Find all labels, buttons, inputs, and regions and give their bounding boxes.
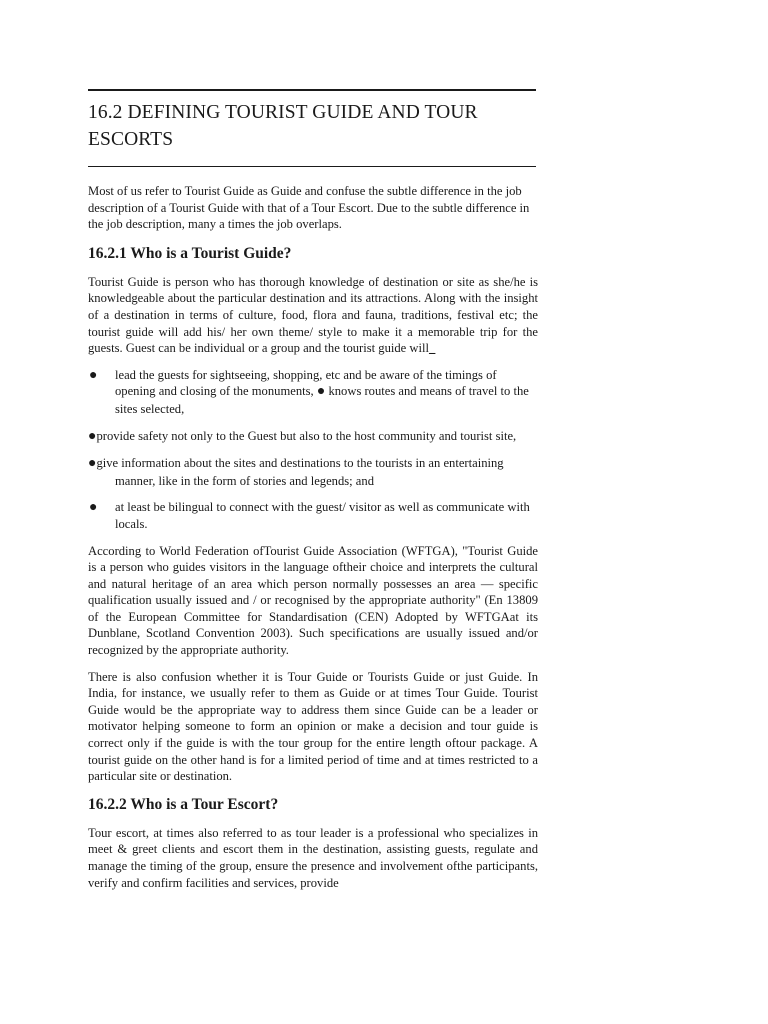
bullet-icon: ● xyxy=(88,428,97,444)
tourist-guide-definition xyxy=(88,274,538,357)
bullet-icon: ● xyxy=(89,500,98,516)
wftga-definition-paragraph: According to World Federation ofTourist Guide Association (WFTGA), "Tourist Guide is a person who guides visitors in the language oftheir choice and interprets the cultural and natural heritage of an area which person normally possesses an area — specific qualification usually issued and / or recognised by the appropriate authority" (En 13809 of the European Committee for Standardisation (CEN) Adopted by WFTGAat its Dunblane, Scotland Convention 2003). Such specifications are usually issued and/or recognized by the appropriate authority. xyxy=(88,543,538,658)
tour-escort-definition: Tour escort, at times also referred to as tour leader is a professional who specializes in meet & greet clients and escort them in the destination, assisting guests, regulate and manage the timing of the group, ensure the presence and involvement ofthe participants, verify and confirm facilities and services, provide xyxy=(88,825,538,890)
list-item-text: give information about the sites and destinations to the tourists in an entertaining manner, like in the form of stories and legends; and xyxy=(96,456,504,488)
tourist-guide-duties-list xyxy=(88,367,538,533)
list-item-text: lead the guests for sightseeing, shopping, etc and be aware of the timings of opening and closing of the monuments, xyxy=(115,367,497,399)
guide-terminology-paragraph: There is also confusion whether it is Tour Guide or Tourists Guide or just Guide. In India, for instance, we usually refer to them as Guide or at times Tour Guide. Tourist Guide would be the appropriate way to address them since Guide can be a leader or motivator helping someone to form an opinion or make a decision and tour guide is correct only if the guide is with the tour group for the entire length oftour package. A tourist guide on the other hand is for a limited period of time and at times restricted to a particular site or destination. xyxy=(88,669,538,784)
section-top-rule xyxy=(88,89,536,91)
section-bottom-rule xyxy=(88,166,536,167)
subsection-heading-tourist-guide: 16.2.1 Who is a Tourist Guide? xyxy=(88,244,292,262)
section-title: 16.2 DEFINING TOURIST GUIDE AND TOUR ESCORTS xyxy=(88,102,478,150)
list-item-text: provide safety not only to the Guest but also to the host community and tourist site, xyxy=(96,428,517,443)
intro-paragraph: Most of us refer to Tourist Guide as Guide and confuse the subtle difference in the job description of a Tourist Guide with that of a Tour Escort. Due to the subtle difference in the job description, many a times the job overlaps. xyxy=(88,184,530,232)
list-item xyxy=(88,455,538,489)
trailing-underscore: _ xyxy=(429,341,436,356)
list-item-text: at least be bilingual to connect with the guest/ visitor as well as communicate with locals. xyxy=(115,500,530,531)
list-item-text: knows routes and means of travel to the sites selected, xyxy=(115,384,529,416)
bullet-icon: ● xyxy=(316,384,326,400)
bullet-icon: ● xyxy=(88,456,97,472)
subsection-heading-tour-escort: 16.2.2 Who is a Tour Escort? xyxy=(88,795,279,813)
bullet-icon: ● xyxy=(89,367,98,383)
tourist-guide-definition-text: Tourist Guide is person who has thorough knowledge of destination or site as she/he is knowledgeable about the particular destination and its attractions. Along with the insight of a destination in terms of culture, food, flora and fauna, traditions, festival etc; the tourist guide will add his/ her own theme/ style to make it a memorable trip for the guests. Guest can be individual or a group and the tourist guide will xyxy=(88,274,538,356)
section-body xyxy=(88,183,538,901)
list-item xyxy=(88,428,538,446)
list-item xyxy=(88,367,538,418)
list-item xyxy=(88,499,538,532)
